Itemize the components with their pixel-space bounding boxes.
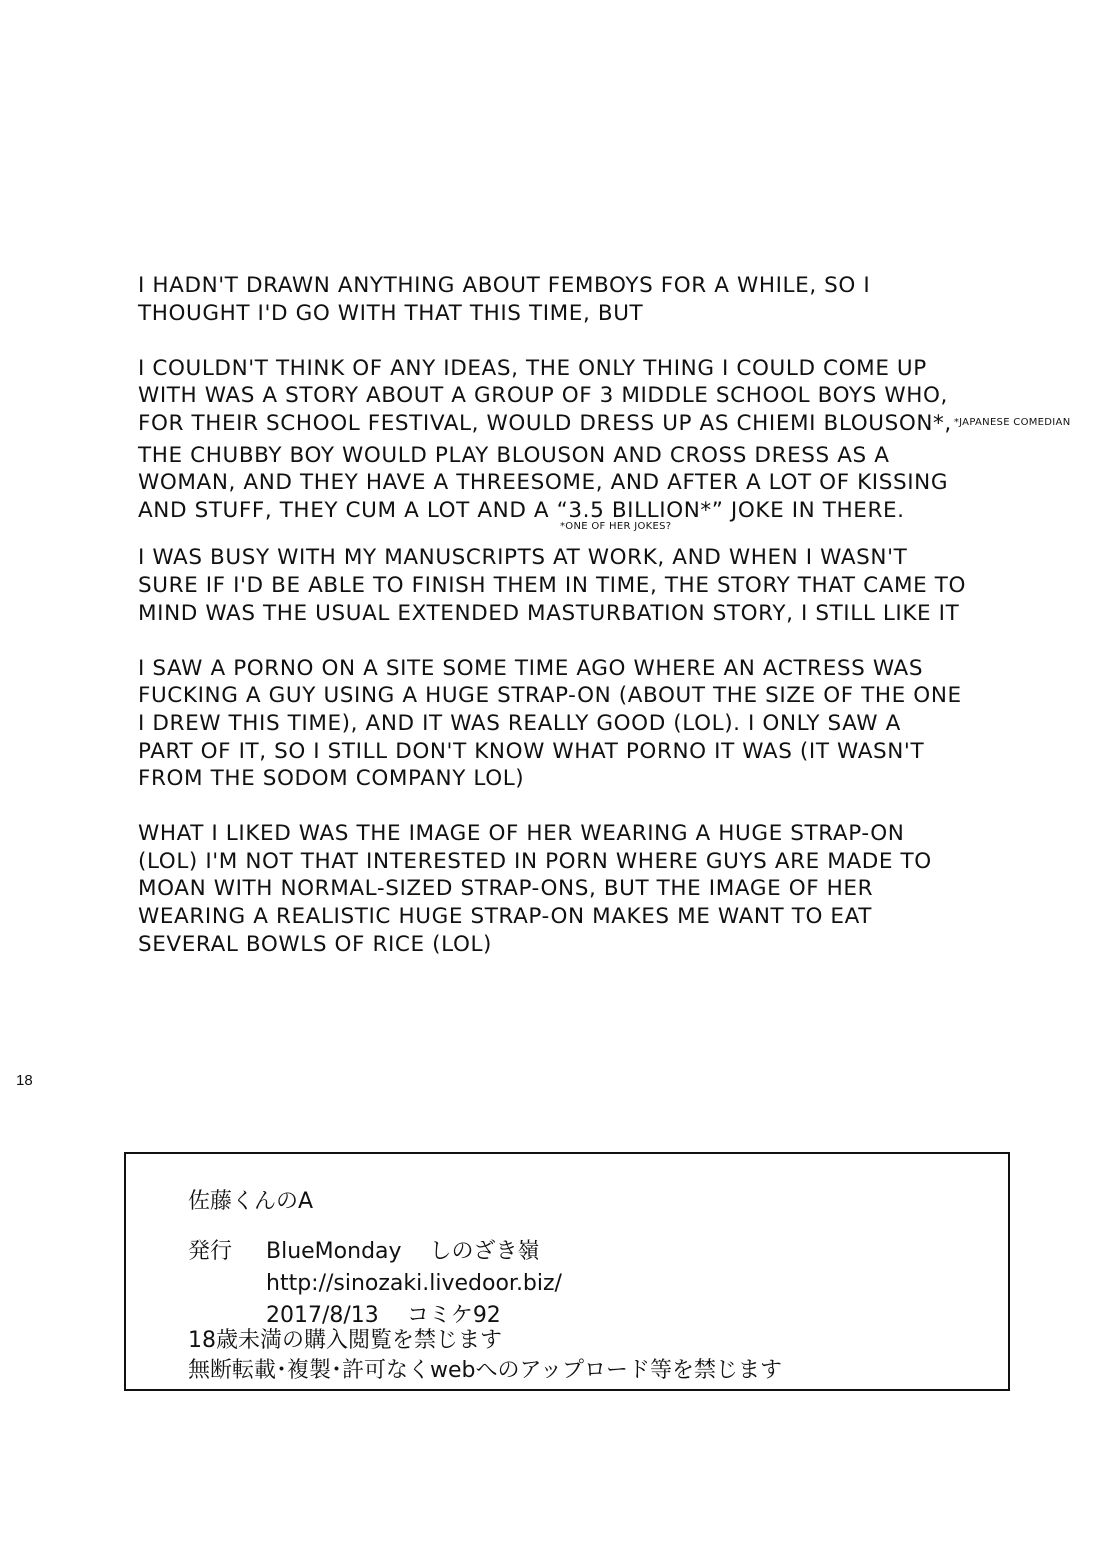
colophon-box — [124, 1152, 1010, 1391]
publisher-label: 発行 — [188, 1239, 233, 1264]
text-line: FUCKING A GUY USING A HUGE STRAP-ON (ABOUT THE SIZE OF THE ONE — [138, 683, 962, 709]
text-line: WEARING A REALISTIC HUGE STRAP-ON MAKES ME WANT TO EAT — [138, 904, 872, 930]
text-line: AND STUFF, THEY CUM A LOT AND A “3.5 BILLION*” JOKE IN THERE. — [138, 497, 905, 523]
afterword-paragraph-1 — [138, 272, 998, 327]
text-line — [138, 410, 1071, 442]
text-line: I DREW THIS TIME), AND IT WAS REALLY GOOD (LOL). I ONLY SAW A — [138, 710, 901, 736]
text-line: MIND WAS THE USUAL EXTENDED MASTURBATION STORY, I STILL LIKE IT — [138, 600, 960, 626]
author-name: しのざき嶺 — [429, 1239, 540, 1264]
legal-notice — [188, 1326, 782, 1386]
circle-name: BlueMonday — [266, 1239, 402, 1264]
text-line: I SAW A PORNO ON A SITE SOME TIME AGO WHERE AN ACTRESS WAS — [138, 655, 924, 681]
afterword-paragraph-3 — [138, 544, 998, 627]
text-line: FROM THE SODOM COMPANY LOL) — [138, 766, 525, 792]
text-line: SEVERAL BOWLS OF RICE (LOL) — [138, 931, 493, 957]
text-line: SURE IF I'D BE ABLE TO FINISH THEM IN TIME, THE STORY THAT CAME TO — [138, 572, 967, 598]
publication-date: 2017/8/13 — [266, 1303, 379, 1328]
website-url: http://sinozaki.livedoor.biz/ — [266, 1271, 562, 1296]
copyright-notice: 無断転載･複製･許可なくwebへのアップロード等を禁じます — [188, 1358, 782, 1383]
afterword-paragraph-5 — [138, 820, 998, 958]
url-row — [188, 1268, 562, 1300]
afterword-paragraph-2 — [138, 355, 1071, 535]
afterword-paragraph-4 — [138, 655, 998, 793]
publication-info — [188, 1236, 562, 1332]
afterword-text — [138, 272, 1071, 986]
text-line: PART OF IT, SO I STILL DON'T KNOW WHAT PORNO IT WAS (IT WASN'T — [138, 738, 925, 764]
text-line: THE CHUBBY BOY WOULD PLAY BLOUSON AND CROSS DRESS AS A — [138, 442, 890, 468]
event-name: コミケ92 — [406, 1303, 501, 1328]
book-title: 佐藤くんのA — [188, 1189, 314, 1214]
publisher-row — [188, 1236, 562, 1268]
text-line: THOUGHT I'D GO WITH THAT THIS TIME, BUT — [138, 300, 644, 326]
page-number: 18 — [16, 1072, 33, 1089]
text-line: I HADN'T DRAWN ANYTHING ABOUT FEMBOYS FOR A WHILE, SO I — [138, 273, 871, 298]
text-line: WITH WAS A STORY ABOUT A GROUP OF 3 MIDDLE SCHOOL BOYS WHO, — [138, 383, 948, 409]
text-line: I COULDN'T THINK OF ANY IDEAS, THE ONLY THING I COULD COME UP — [138, 355, 927, 381]
text-line: (LOL) I'M NOT THAT INTERESTED IN PORN WHERE GUYS ARE MADE TO — [138, 848, 932, 874]
footnote-jokes: *ONE OF HER JOKES? — [560, 521, 672, 533]
text-line: WOMAN, AND THEY HAVE A THREESOME, AND AFTER A LOT OF KISSING — [138, 470, 949, 496]
text-line: WHAT I LIKED WAS THE IMAGE OF HER WEARING A HUGE STRAP-ON — [138, 821, 905, 847]
text-line: I WAS BUSY WITH MY MANUSCRIPTS AT WORK, AND WHEN I WASN'T — [138, 545, 908, 571]
text-line: MOAN WITH NORMAL-SIZED STRAP-ONS, BUT THE IMAGE OF HER — [138, 876, 874, 902]
age-restriction-notice: 18歳未満の購入閲覧を禁じます — [188, 1328, 502, 1353]
footnote-comedian: *JAPANESE COMEDIAN — [953, 416, 1071, 428]
text-line-content: FOR THEIR SCHOOL FESTIVAL, WOULD DRESS UP AS CHIEMI BLOUSON*, — [138, 410, 952, 436]
